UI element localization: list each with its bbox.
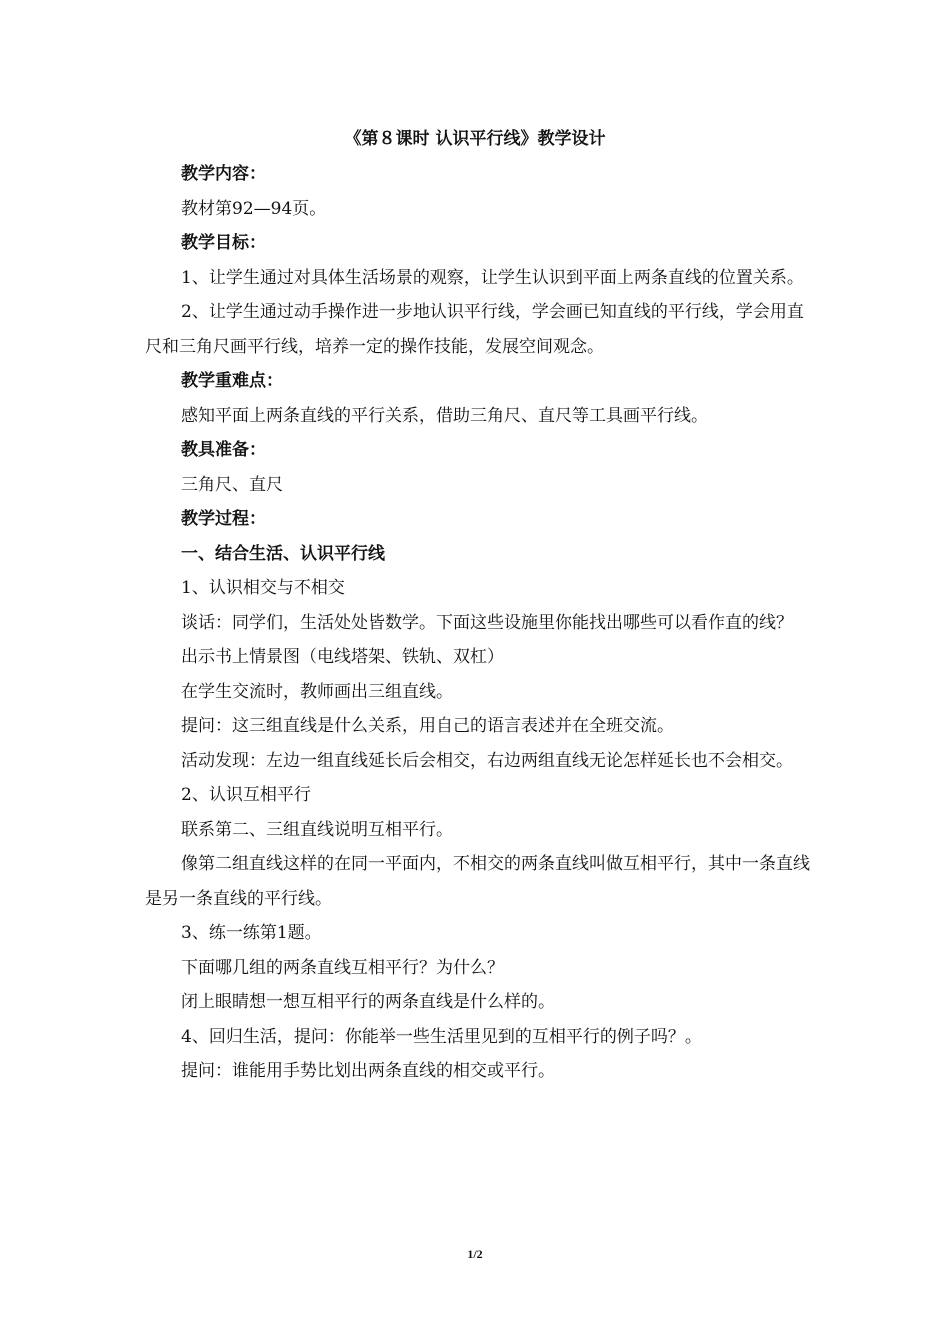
paragraph-step-1: 1、认识相交与不相交 [181,578,345,598]
paragraph-objective-2: 2、让学生通过动手操作进一步地认识平行线，学会画已知直线的平行线，学会用直尺和三角尺画平行线，培养一定的操作技能，发展空间观念。 [145,302,804,357]
paragraph-imagine: 闭上眼睛想一想互相平行的两条直线是什么样的。 [181,992,555,1012]
paragraph-content: 教材第92—94页。 [181,198,327,219]
paragraph-discovery: 活动发现：左边一组直线延长后会相交，右边两组直线无论怎样延长也不会相交。 [181,750,793,771]
paragraph-step-3: 3、练一练第1题。 [181,923,322,943]
paragraph-objective-1: 1、让学生通过对具体生活场景的观察，让学生认识到平面上两条直线的位置关系。 [181,267,804,288]
paragraph-tools: 三角尺、直尺 [181,474,283,495]
section-heading-objectives: 教学目标： [181,233,266,253]
paragraph-question-1: 提问：这三组直线是什么关系，用自己的语言表述并在全班交流。 [181,716,674,736]
paragraph-step-2: 2、认识互相平行 [181,785,311,805]
paragraph-teacher-draw: 在学生交流时，教师画出三组直线。 [181,681,453,702]
paragraph-definition: 像第二组直线这样的在同一平面内，不相交的两条直线叫做互相平行，其中一条直线是另一条直线的平行线。 [145,854,810,909]
section-heading-process: 教学过程： [181,509,266,529]
paragraph-question-2: 下面哪几组的两条直线互相平行？为什么？ [181,957,504,978]
document-body [145,157,810,1089]
section-heading-tools: 教具准备： [181,440,266,460]
subsection-heading-1: 一、结合生活、认识平行线 [181,543,385,564]
paragraph-step-4: 4、回归生活，提问：你能举一些生活里见到的互相平行的例子吗？。 [181,1026,702,1047]
paragraph-dialogue: 谈话：同学们，生活处处皆数学。下面这些设施里你能找出哪些可以看作直的线？ [181,612,793,633]
page-number: 1/2 [467,1247,483,1261]
paragraph-show-image: 出示书上情景图（电线塔架、铁轨、双杠） [181,647,504,667]
document-title: 《第８课时 认识平行线》教学设计 [344,129,606,149]
paragraph-question-3: 提问：谁能用手势比划出两条直线的相交或平行。 [181,1061,555,1081]
section-heading-content: 教学内容： [181,164,266,184]
section-heading-key-points: 教学重难点： [181,371,283,391]
paragraph-connect: 联系第二、三组直线说明互相平行。 [181,819,453,840]
paragraph-key-points: 感知平面上两条直线的平行关系，借助三角尺、直尺等工具画平行线。 [181,405,708,426]
